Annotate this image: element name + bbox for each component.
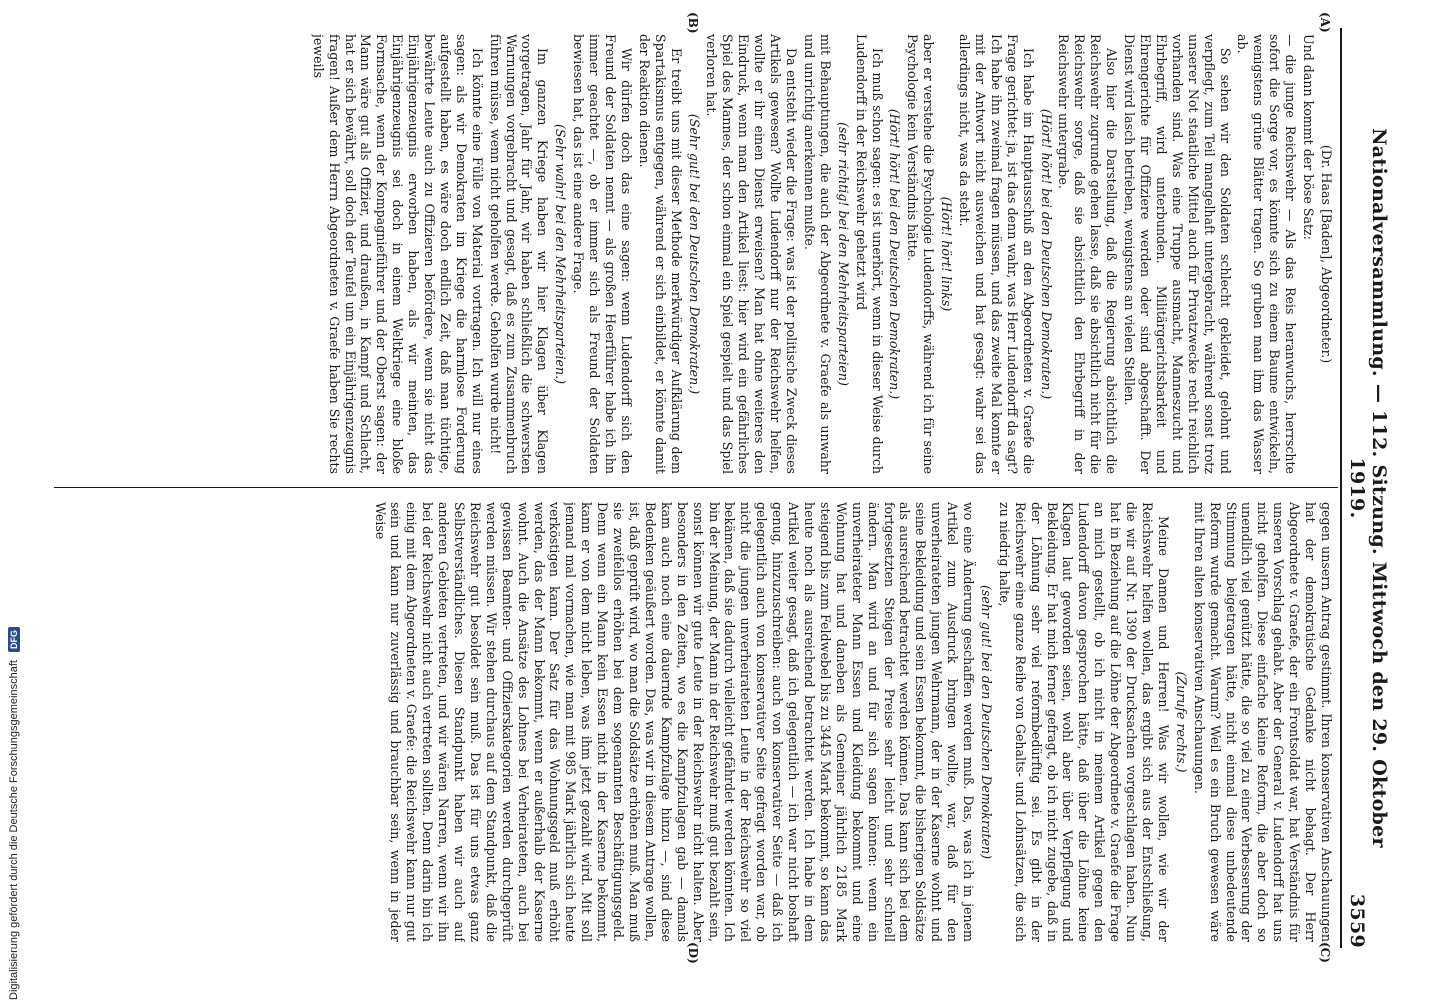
page-number: 3559 xyxy=(1346,893,1368,948)
interjection: (Hört! hört! bei den Deutschen Demokraten.) xyxy=(1038,108,1054,400)
interjection: (Hört! hört! bei den Deutschen Demokraten.) xyxy=(887,108,903,400)
interjection: (Sehr gut! bei den Deutschen Demokraten.) xyxy=(686,113,702,395)
paragraph: mit Behauptungen, die auch der Abgeordnete v. Graefe als unwahr und unrichtig anerkennen mußte. xyxy=(801,34,833,474)
paragraph: gegen unsern Antrag gestimmt. Ihren konservativen Anschauungen hat der demokratische Gedanke nicht behagt. Der Herr Abgeordnete v. Graefe, der ein Frontsoldat war, hat Verständnis für unseren Vorschlag gehabt. Aber der General v. Ludendorff hat uns nicht geholfen. Diese einfache kleine Reform, die aber doch so unendlich viel genützt hätte, die so viel zu einer Verbesserung der Stimmung beigetragen hätte, nicht einmal diese unbedeutende Reform wurde gemacht. Warum? Weil es ein Bruch gewesen wäre mit Ihren alten konservativen Anschauungen. xyxy=(1191,502,1334,942)
paragraph: Er treibt uns mit dieser Methode merkwürdiger Aufklärung dem Spartakismus entgegen, während er sich einbildet, er könnte damit der Reaktion dienen. xyxy=(636,34,684,474)
margin-marker-a: (A) xyxy=(1318,12,1332,33)
paragraph: Da entsteht wieder die Frage: was ist der politische Zweck dieses Artikels gewesen? Wollte Ludendorff nur der Reichswehr helfen, wollte er ihr einen Dienst erweisen? Man hat ohne weiteres den Eindruck, wenn man den Artikel liest: hier wird ein gefährliches Spiel des Mannes, der schon einmal ein Spiel gespielt und das Spiel verloren hat. xyxy=(704,34,799,474)
header-rule xyxy=(1340,28,1342,948)
page-header xyxy=(1346,28,1390,948)
right-column xyxy=(60,502,1334,942)
running-title: Nationalversammlung. — 112. Sitzung. Mittwoch den 29. Oktober 1919. xyxy=(1346,128,1390,848)
margin-marker-b: (B) xyxy=(686,12,700,34)
margin-marker-d: (D) xyxy=(686,942,700,964)
margin-marker-c: (C) xyxy=(1318,942,1332,963)
interjection: (sehr gut! bei den Deutschen Demokraten) xyxy=(978,584,994,860)
paragraph: Ich habe im Hauptausschuß an den Abgeordneten v. Graefe die Frage gerichtet: ja, ist das denn wahr, was Herr Ludendorff da sagt? Ich habe ihn zweimal fragen müssen, und das zweite Mal konnte er mit der Antwort nicht ausweichen und hat gesagt: wahr sei das allerdings nicht, was da steht. xyxy=(957,34,1036,474)
paragraph: (Dr. Haas [Baden], Abgeordneter.) xyxy=(1319,144,1334,364)
column-separator xyxy=(54,487,1338,488)
paragraph: Wir dürfen doch das eine sagen: wenn Ludendorff sich den Freund der Soldaten nennt — als großen Heerführer habe ich ihn immer geachtet —, ob er immer sich als Freund der Soldaten bewiesen hat, das ist eine andere Frage. xyxy=(571,34,634,474)
digitization-credit xyxy=(4,10,24,1000)
document-page xyxy=(30,8,1390,968)
interjection: (sehr richtig! bei den Mehrheitsparteien) xyxy=(835,122,851,386)
paragraph: Also hier die Darstellung, daß die Regierung absichtlich die Reichswehr zugrunde gehen lasse, daß sie absichtlich nicht für die Reichswehr sorge, daß sie absichtlich den Ehrbegriff in der Reichswehr untergrabe. xyxy=(1056,34,1120,474)
paragraph: aber er verstehe die Psychologie Ludendorffs, während ich für seine Psychologie kein Verständnis hätte. xyxy=(905,34,937,474)
interjection: (Hört! hört! links) xyxy=(939,196,955,312)
credit-text: Digitalisierung gefördert durch die Deutsche Forschungsgemeinschaft xyxy=(8,660,20,1000)
dfg-logo: DFG xyxy=(8,627,20,652)
interjection: (Sehr wahr! bei den Mehrheitsparteien.) xyxy=(553,124,569,384)
paragraph: Und dann kommt der böse Satz: xyxy=(1301,34,1317,240)
paragraph: wo eine Änderung geschaffen werden muß. Das, was ich in jenem Artikel zum Ausdruck bringen wollte, war, daß für den unverheirateten jungen Wehrmann, der in der Kaserne wohnt und seine Bekleidung und sein Essen bekommt, die bisherigen Soldsätze als ausreichend betrachtet werden können. Das kann sich bei dem fortgesetzten Steigen der Preise sehr leicht und sehr schnell ändern. Man wird an und für sich sagen können: wenn ein unverheirateter Mann Essen und Kleidung bekommt und eine Wohnung hat und daneben als Gemeiner jährlich 2185 Mark steigend bis zum Feldwebel bis zu 3445 Mark bekommt, so kann das heute noch als ausreichend betrachtet werden. Ich habe in dem Artikel weiter gesagt, daß ich gelegentlich — ich war nicht boshaft genug, hinzuzuschreiben: auch von konservativer Seite — daß ich gelegentlich auch von konservativer Seite gefragt worden war, ob nicht die jungen unverheirateten Leute in der Reichswehr so viel bekämen, daß sie dadurch vielleicht gefährdet werden könnten. Ich bin der Meinung, der Mann in der Reichswehr muß gut bezahlt sein, sonst können wir gute Leute in der Reichswehr nicht halten. Aber besonders in den Zeiten, wo es die Kampfzulagen gab — damals kam auch noch eine dauernde Kampfzulage hinzu —, sind diese Bedenken geäußert worden. Das, was wir in diesem Antrage wollen, ist, daß geprüft wird, wo man die Soldsätze erhöhen muß. Man muß sie zweifellos erhöhen bei dem sogenannten Beschäftigungsgeld. Denn wenn ein Mann kein Essen nicht in der Kaserne bekommt, kann er von dem nicht leben, was ihm jetzt gezahlt wird. Mit soll jemand mal vormachen, wie man mit 985 Mark jährlich sich heute verköstigen kann. Der Satz für das Wohnungsgeld muß erhöht werden, das der Mann bekommt, wenn er außerhalb der Kaserne wohnt. Auch die Ansätze des Lohnes bei Verheirateten, auch bei gewissen Beamten- und Offizierskategorien werden durchgeprüft werden müssen. Wir stehen durchaus auf dem Standpunkt, daß die Reichswehr gut besoldet sein muß. Das ist für uns etwas ganz Selbstverständliches. Diesen Standpunkt haben wir auch auf anderen Gebieten vertreten, und wir wären Narren, wenn wir ihn bei der Reichswehr nicht auch vertreten sollten. Denn darin bin ich einig mit dem Abgeordneten v. Graefe: die Reichswehr kann nur gut sein und kann nur zuverlässig und brauchbar sein, wenn in jeder Weise xyxy=(372,502,977,942)
interjection: (Zurufe rechts.) xyxy=(1173,671,1189,773)
paragraph: Ich könnte eine Fülle von Material vortragen. Ich will nur eines sagen: als wir Demokraten im Kriege die harmlose Forderung aufgestellt haben, es wäre doch endlich Zeit, daß man tüchtige, bewährte Leute auch zu Offizieren befördere, wenn sie nicht das Einjährigenzeugnis erworben haben, als wir meinten, das Einjährigenzeugnis sei doch in einem Weltkriege eine bloße Formsache, wenn der Kompagnieführer und der Oberst sagen: der Mann wäre gut als Offizier, und draußen, in Kampf und Schlacht, hat er sich bewährt, soll doch der Teufel um ein Einjährigenzeugnis fragen! Außer dem Herrn Abgeordneten v. Graefe haben Sie rechts jeweils xyxy=(310,34,485,474)
paragraph: Ich muß schon sagen: es ist unerhört, wenn in dieser Weise durch Ludendorff in der Reichswehr gehetzt wird xyxy=(853,34,885,474)
left-column xyxy=(60,34,1334,474)
paragraph: Im ganzen Kriege haben wir hier Klagen über Klagen vorgetragen, Jahr für Jahr, wir haben schließlich die schwersten Warnungen vorgebracht und gesagt, daß es zum Zusammenbruch führen müsse, wenn nicht geholfen werde. Geholfen wurde nicht! xyxy=(487,34,551,474)
paragraph: — die junge Reichswehr — Als das Reis heranwuchs, herrschte sofort die Sorge vor, es könnte sich zu einem Baume entwickeln, wenigstens grüne Blätter tragen. So gruben man ihm das Wasser ab. xyxy=(1235,34,1299,474)
paragraph: Meine Damen und Herren! Was wir wollen, wie wir der Reichswehr helfen wollen, das ergibt sich aus der Entschließung, die wir auf Nr. 1390 der Drucksachen vorgeschlagen haben. Nun hat in Beziehung auf die Löhne der Abgeordnete v. Graefe die Frage an mich gestellt, ob ich nicht in meinem Artikel gegen den Ludendorff davon gesprochen hätte, daß über die Löhne keine Klagen laut geworden seien, wohl aber über Verpflegung und Bekleidung. Er hat mich ferner gefragt, ob ich nicht zugebe, daß in der Löhnung sehr viel reformbedürftig sei. Es gibt in der Reichswehr eine ganze Reihe von Gehalts- und Lohnsätzen, die sich zu niedrig halte, xyxy=(996,502,1171,942)
paragraph: So sehen wir den Soldaten schlecht gekleidet, gelohnt und verpflegt, zum Teil mangelhaft untergebracht, während sonst trotz unserer Not staatliche Mittel auch für Privatzwecke recht reichlich vorhanden sind. Was eine Truppe ausmacht, Manneszucht und Ehrbegriff, wird unterbunden. Militärgerichtsbarkeit und Ehrengerichte für Offiziere werden oder sind abgeschafft. Der Dienst wird lasch betrieben, wenigstens an vielen Stellen. xyxy=(1122,34,1233,474)
